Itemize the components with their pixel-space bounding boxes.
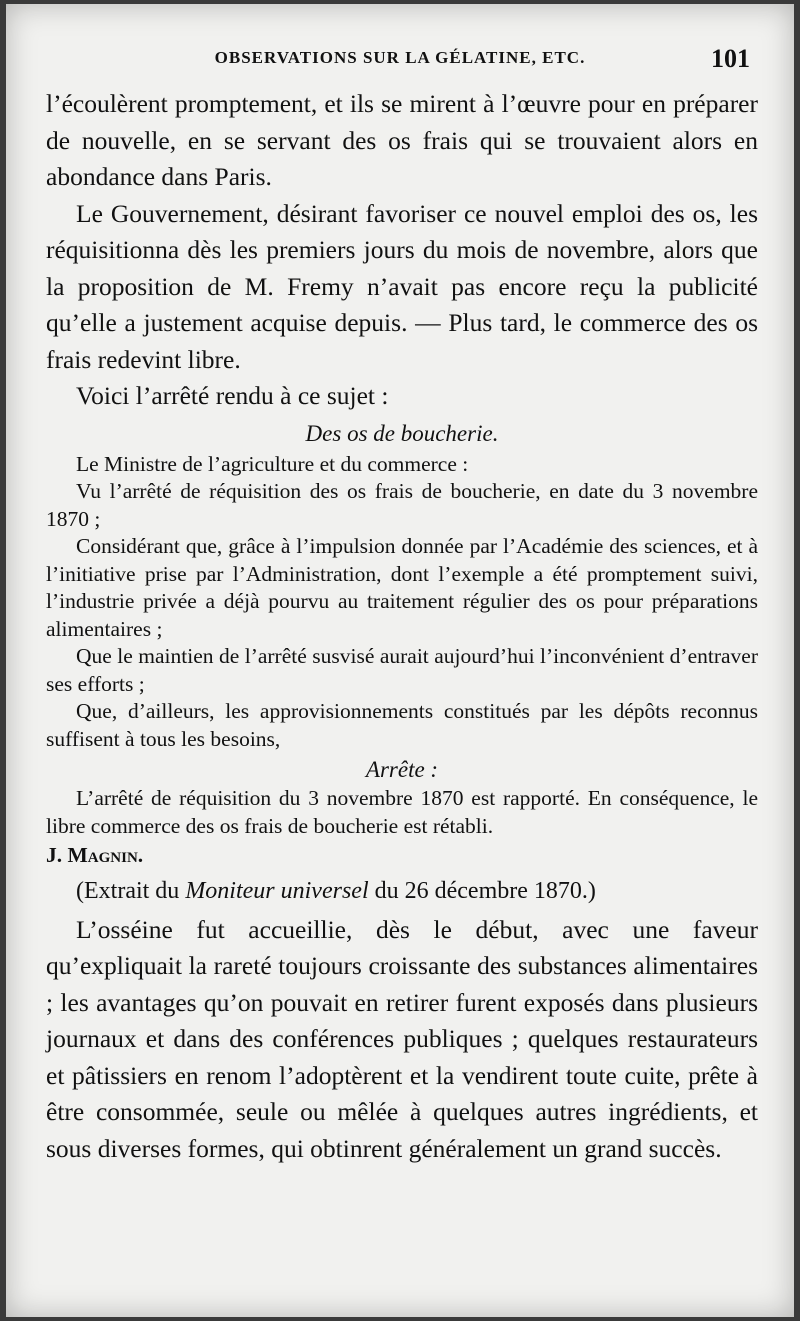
running-head: OBSERVATIONS SUR LA GÉLATINE, ETC. (214, 48, 586, 67)
decree-arrete-heading: Arrête : (365, 757, 439, 782)
decree-line: Que le maintien de l’arrêté susvisé aurait aujourd’hui l’inconvénient d’entraver ses efforts ; (46, 644, 758, 696)
decree-line: Le Ministre de l’agriculture et du commerce : (76, 451, 469, 476)
decree-signature: J. Magnin. (46, 843, 144, 867)
decree-line: Que, d’ailleurs, les approvisionnements constitués par les dépôts reconnus suffisent à tous les besoins, (46, 699, 758, 751)
decree-source (46, 874, 758, 908)
source-suffix: du 26 décembre 1870.) (368, 877, 596, 904)
page-body (46, 86, 758, 1167)
decree-title: Des os de boucherie. (305, 420, 499, 446)
book-page (6, 4, 794, 1317)
source-prefix: (Extrait du (76, 877, 186, 904)
decree-arrete-text: L’arrêté de réquisition du 3 novembre 1870 est rapporté. En conséquence, le libre commerce des os frais de boucherie est rétabli. (46, 786, 758, 838)
paragraph-government: Le Gouvernement, désirant favoriser ce nouvel emploi des os, les réquisitionna dès les premiers jours du mois de novembre, alors que la proposition de M. Fremy n’avait pas encore reçu la publicité qu’elle a justement acquise depuis. — Plus tard, le commerce des os frais redevint libre. (46, 198, 758, 374)
paragraph-osseine: L’osséine fut accueillie, dès le début, avec une faveur qu’expliquait la rareté toujours croissante des substances alimentaires ; les avantages qu’on pouvait en retirer furent exposés dans plusieurs journaux et dans des conférences publiques ; quelques restaurateurs et pâtissiers en renom l’adoptèrent et la vendirent toute cuite, prête à être consommée, seule ou mêlée à quelques autres ingrédients, et sous diverses formes, qui obtinrent généralement un grand succès. (46, 914, 758, 1163)
page-number: 101 (711, 44, 750, 73)
source-journal: Moniteur universel (185, 877, 369, 904)
decree-line: Considérant que, grâce à l’impulsion donnée par l’Académie des sciences, et à l’initiative prise par l’Administration, dont l’exemple a été promptement suivi, l’industrie privée a déjà pourvu au traitement régulier des os pour préparations alimentaires ; (46, 534, 758, 641)
paragraph-continuation: l’écoulèrent promptement, et ils se mirent à l’œuvre pour en préparer de nouvelle, en se servant des os frais qui se trouvaient alors en abondance dans Paris. (46, 89, 758, 191)
decree-line: Vu l’arrêté de réquisition des os frais de boucherie, en date du 3 novembre 1870 ; (46, 479, 758, 531)
closing-text (46, 912, 758, 1168)
paragraph-decree-intro: Voici l’arrêté rendu à ce sujet : (76, 381, 389, 410)
decree-block (46, 421, 758, 908)
page-header (46, 44, 754, 78)
intro-text (46, 86, 758, 415)
